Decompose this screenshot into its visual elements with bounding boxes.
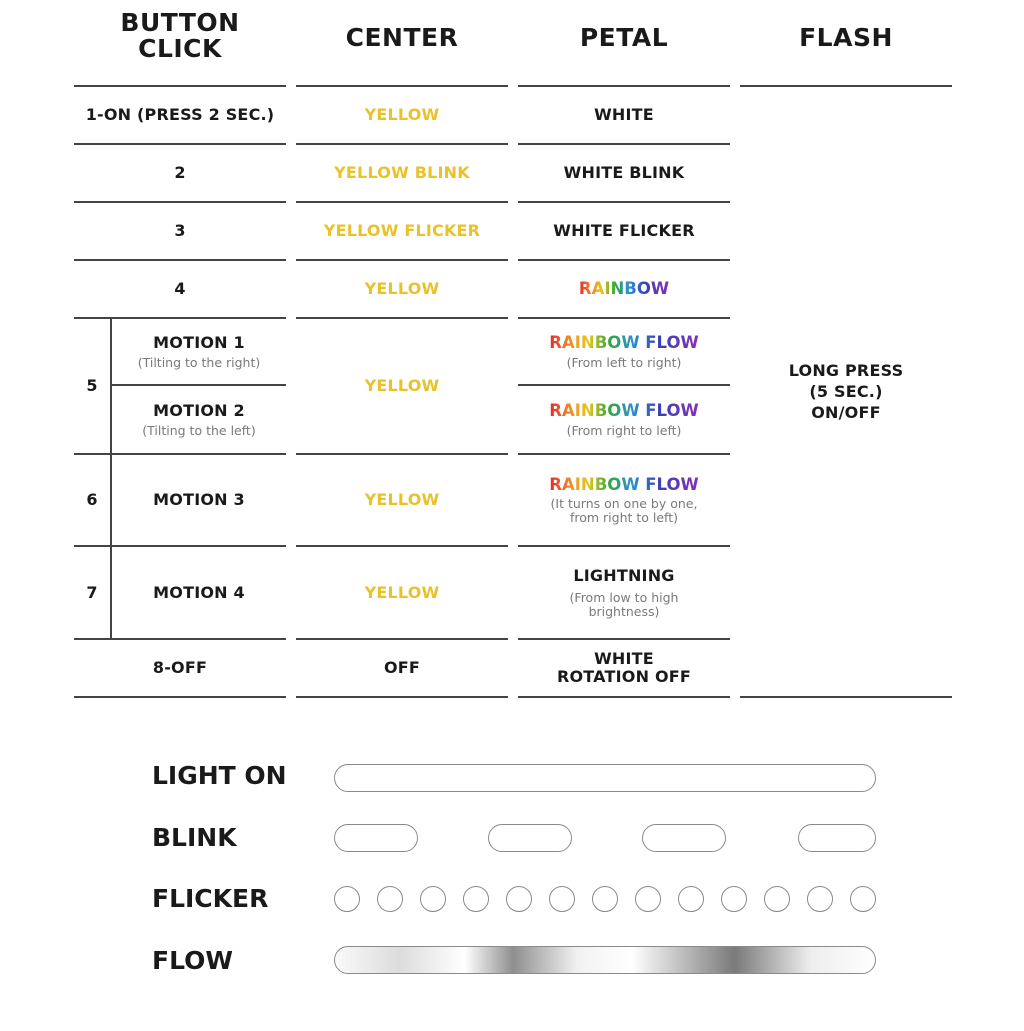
table-bottom-line	[74, 696, 286, 698]
blink-segment	[334, 824, 418, 852]
row4-petal	[518, 260, 730, 317]
group7-number: 7	[86, 582, 98, 602]
motion3-petal-note-line1: (It turns on one by one,	[550, 495, 698, 511]
motion1-petal-note: (From left to right)	[566, 354, 682, 370]
flash-line1: LONG PRESS	[788, 360, 904, 380]
motion2-label: MOTION 2	[153, 400, 245, 420]
header-petal: PETAL	[579, 23, 669, 52]
header-button-click-line2: CLICK	[138, 34, 222, 63]
table-bottom-line	[518, 696, 730, 698]
group6-number: 6	[86, 490, 98, 509]
motion2-cell	[112, 385, 286, 453]
flicker-dot	[549, 886, 575, 912]
legend-blink-label: BLINK	[152, 823, 237, 852]
flicker-dot	[592, 886, 618, 912]
motion3-label: MOTION 3	[153, 490, 245, 509]
flicker-dot	[850, 886, 876, 912]
legend-light-on-label: LIGHT ON	[152, 761, 287, 790]
row2-petal: WHITE BLINK	[563, 163, 685, 182]
blink-segment	[798, 824, 876, 852]
motion3-petal-note-line2: from right to left)	[569, 509, 679, 525]
flicker-dot	[721, 886, 747, 912]
header-center: CENTER	[345, 23, 459, 52]
flash-cell	[740, 86, 952, 696]
flicker-dot	[678, 886, 704, 912]
flicker-dot	[463, 886, 489, 912]
row4-petal-rainbow: RAINBOW	[578, 279, 670, 298]
flash-line3: ON/OFF	[811, 402, 881, 422]
motion4-petal-note	[570, 591, 679, 619]
motion2-note: (Tilting to the left)	[142, 422, 256, 438]
flicker-dot	[635, 886, 661, 912]
legend-flicker-label: FLICKER	[152, 884, 269, 913]
off-center: OFF	[383, 658, 421, 677]
row2-button: 2	[174, 163, 186, 182]
motion1-note: (Tilting to the right)	[137, 354, 261, 370]
motion2-petal: RAINBOW FLOW	[549, 400, 699, 420]
flicker-dot	[420, 886, 446, 912]
blink-segment	[488, 824, 572, 852]
motion4-petal: LIGHTNING	[573, 565, 675, 585]
row3-center: YELLOW FLICKER	[323, 221, 481, 240]
group5-number: 5	[86, 376, 98, 395]
motion4-petal-note-line1: (From low to high	[569, 589, 679, 605]
light-on-bar	[334, 764, 876, 792]
off-petal-line2: ROTATION OFF	[556, 666, 692, 686]
row3-petal: WHITE FLICKER	[553, 221, 695, 240]
motion3-petal-note	[551, 497, 698, 525]
off-button: 8-OFF	[152, 658, 208, 677]
motion4-petal-note-line2: brightness)	[588, 603, 660, 619]
legend-flow-label: FLOW	[152, 946, 233, 975]
header-flash: FLASH	[799, 23, 893, 52]
row1-button: 1-ON (PRESS 2 SEC.)	[85, 105, 275, 124]
motion1-label: MOTION 1	[153, 332, 245, 352]
flicker-dot	[334, 886, 360, 912]
motion3-petal: RAINBOW FLOW	[549, 474, 699, 494]
header-button-click	[80, 10, 280, 62]
header-button-click-line1: BUTTON	[120, 8, 240, 37]
row1-petal: WHITE	[594, 105, 654, 124]
table-bottom-line	[740, 696, 952, 698]
row1-center: YELLOW	[364, 105, 440, 124]
blink-segment	[642, 824, 726, 852]
row2-center: YELLOW BLINK	[334, 163, 470, 182]
motion1-cell	[112, 318, 286, 384]
off-petal	[518, 639, 730, 696]
motion1-petal-cell	[518, 318, 730, 384]
row4-center: YELLOW	[364, 279, 440, 298]
group5-center: YELLOW	[364, 376, 440, 395]
off-petal-line1: WHITE	[594, 648, 654, 668]
motion4-petal-cell	[518, 546, 730, 638]
group7-center: YELLOW	[364, 582, 440, 602]
flicker-dot	[807, 886, 833, 912]
table-bottom-line	[296, 696, 508, 698]
group6-center: YELLOW	[364, 490, 440, 509]
motion3-petal-cell	[518, 454, 730, 545]
flicker-dot	[506, 886, 532, 912]
flicker-dot	[377, 886, 403, 912]
motion2-petal-note: (From right to left)	[566, 422, 682, 438]
row3-button: 3	[174, 221, 186, 240]
motion1-petal: RAINBOW FLOW	[549, 332, 699, 352]
motion2-petal-cell	[518, 385, 730, 453]
motion4-label: MOTION 4	[153, 582, 245, 602]
row4-button: 4	[174, 279, 186, 298]
flash-line2: (5 SEC.)	[809, 381, 883, 401]
flicker-dot	[764, 886, 790, 912]
flow-bar	[334, 946, 876, 974]
